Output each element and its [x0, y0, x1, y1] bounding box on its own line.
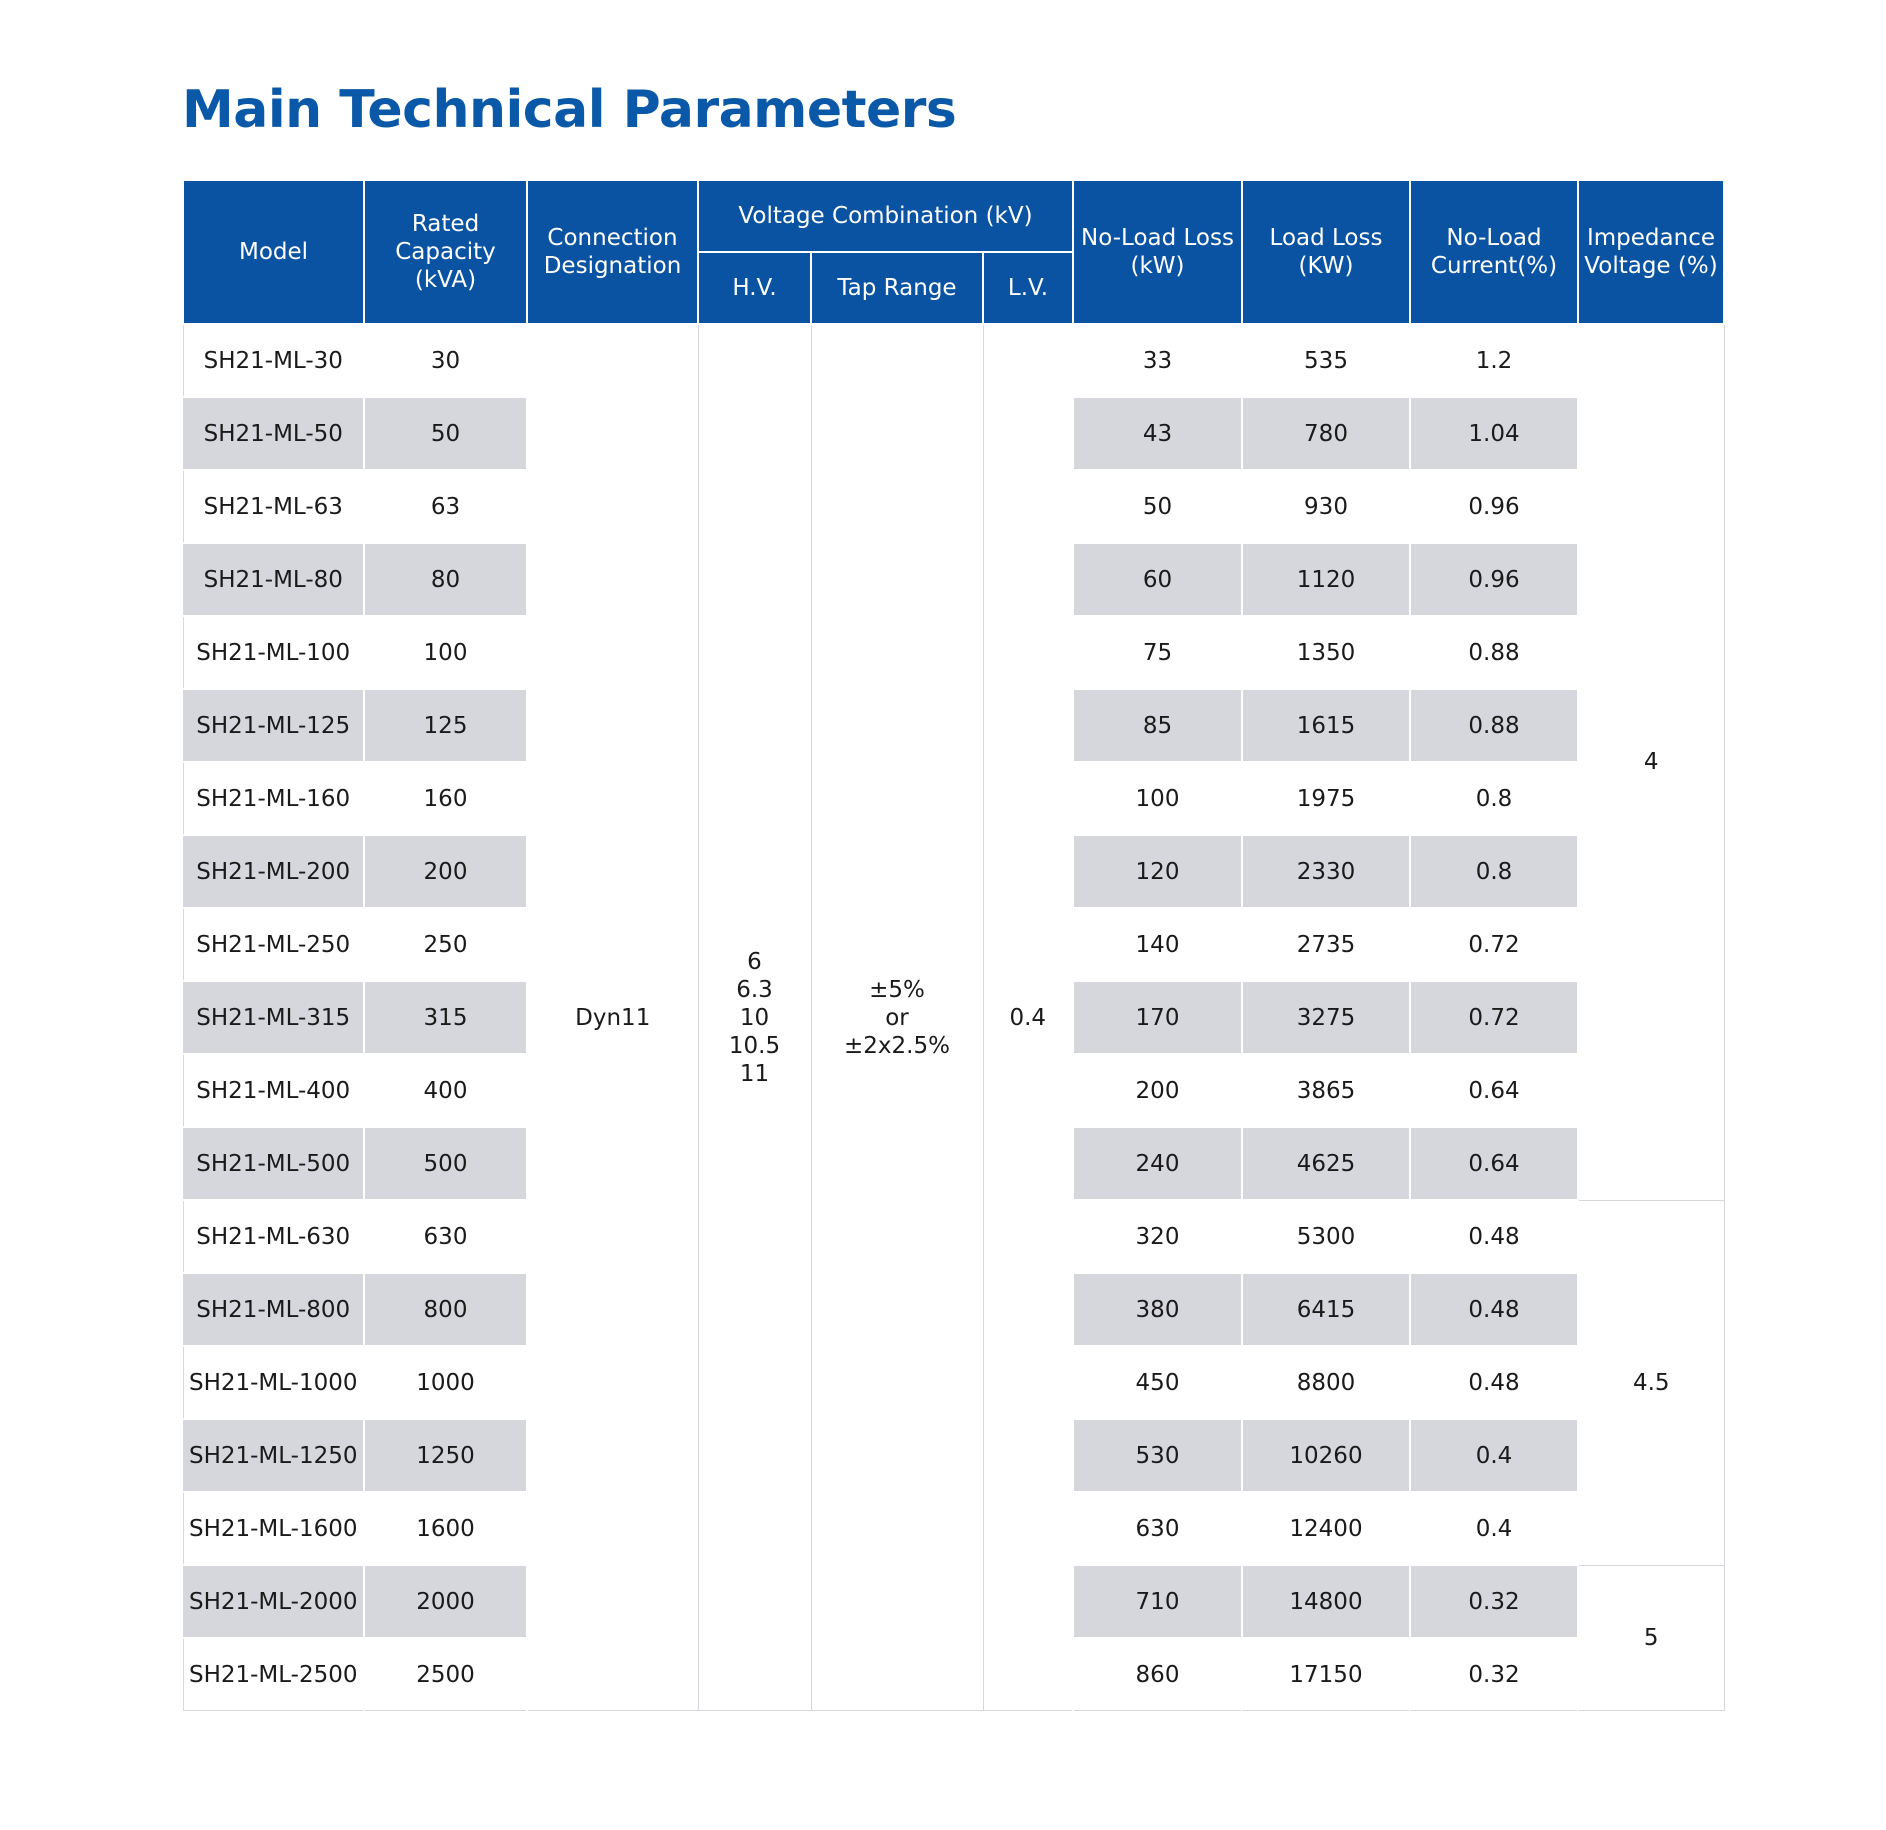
cell-load-loss: 535	[1242, 324, 1410, 397]
cell-no-load-current: 0.72	[1410, 981, 1578, 1054]
cell-no-load-current: 0.64	[1410, 1127, 1578, 1200]
cell-no-load-loss: 85	[1073, 689, 1242, 762]
cell-load-loss: 3275	[1242, 981, 1410, 1054]
cell-no-load-loss: 33	[1073, 324, 1242, 397]
cell-rated-capacity: 50	[364, 397, 527, 470]
cell-no-load-loss: 240	[1073, 1127, 1242, 1200]
cell-no-load-loss: 380	[1073, 1273, 1242, 1346]
cell-no-load-current: 1.2	[1410, 324, 1578, 397]
cell-no-load-current: 0.48	[1410, 1200, 1578, 1273]
cell-no-load-current: 0.8	[1410, 835, 1578, 908]
cell-no-load-current: 0.48	[1410, 1273, 1578, 1346]
cell-load-loss: 1120	[1242, 543, 1410, 616]
cell-no-load-current: 1.04	[1410, 397, 1578, 470]
cell-load-loss: 8800	[1242, 1346, 1410, 1419]
cell-load-loss: 6415	[1242, 1273, 1410, 1346]
cell-rated-capacity: 200	[364, 835, 527, 908]
cell-model: SH21-ML-1600	[183, 1492, 364, 1565]
cell-rated-capacity: 30	[364, 324, 527, 397]
cell-load-loss: 1615	[1242, 689, 1410, 762]
page-title: Main Technical Parameters	[182, 80, 957, 140]
cell-load-loss: 10260	[1242, 1419, 1410, 1492]
cell-rated-capacity: 400	[364, 1054, 527, 1127]
cell-model: SH21-ML-2000	[183, 1565, 364, 1638]
header-lv: L.V.	[983, 252, 1073, 324]
cell-no-load-loss: 120	[1073, 835, 1242, 908]
cell-load-loss: 5300	[1242, 1200, 1410, 1273]
cell-rated-capacity: 1600	[364, 1492, 527, 1565]
cell-load-loss: 14800	[1242, 1565, 1410, 1638]
cell-model: SH21-ML-315	[183, 981, 364, 1054]
cell-model: SH21-ML-160	[183, 762, 364, 835]
cell-rated-capacity: 1000	[364, 1346, 527, 1419]
cell-model: SH21-ML-400	[183, 1054, 364, 1127]
header-voltage-combination: Voltage Combination (kV)	[698, 180, 1073, 252]
cell-no-load-loss: 710	[1073, 1565, 1242, 1638]
cell-no-load-current: 0.8	[1410, 762, 1578, 835]
cell-no-load-loss: 170	[1073, 981, 1242, 1054]
cell-no-load-loss: 860	[1073, 1638, 1242, 1711]
cell-no-load-current: 0.32	[1410, 1638, 1578, 1711]
cell-no-load-loss: 140	[1073, 908, 1242, 981]
header-no-load-current: No-Load Current(%)	[1410, 180, 1578, 324]
cell-no-load-loss: 630	[1073, 1492, 1242, 1565]
table-header	[183, 180, 1724, 324]
cell-no-load-current: 0.32	[1410, 1565, 1578, 1638]
cell-model: SH21-ML-1250	[183, 1419, 364, 1492]
cell-model: SH21-ML-630	[183, 1200, 364, 1273]
cell-load-loss: 17150	[1242, 1638, 1410, 1711]
cell-rated-capacity: 100	[364, 616, 527, 689]
cell-model: SH21-ML-250	[183, 908, 364, 981]
cell-no-load-current: 0.64	[1410, 1054, 1578, 1127]
cell-model: SH21-ML-200	[183, 835, 364, 908]
cell-rated-capacity: 160	[364, 762, 527, 835]
cell-impedance-voltage: 4	[1578, 324, 1724, 1200]
cell-no-load-loss: 60	[1073, 543, 1242, 616]
cell-rated-capacity: 500	[364, 1127, 527, 1200]
cell-model: SH21-ML-1000	[183, 1346, 364, 1419]
header-rated-capacity: Rated Capacity (kVA)	[364, 180, 527, 324]
cell-model: SH21-ML-800	[183, 1273, 364, 1346]
cell-impedance-voltage: 4.5	[1578, 1200, 1724, 1565]
cell-rated-capacity: 250	[364, 908, 527, 981]
cell-model: SH21-ML-50	[183, 397, 364, 470]
cell-connection-designation: Dyn11	[527, 324, 698, 1711]
cell-no-load-current: 0.88	[1410, 689, 1578, 762]
cell-load-loss: 4625	[1242, 1127, 1410, 1200]
header-load-loss: Load Loss (KW)	[1242, 180, 1410, 324]
cell-load-loss: 930	[1242, 470, 1410, 543]
cell-model: SH21-ML-80	[183, 543, 364, 616]
cell-rated-capacity: 2500	[364, 1638, 527, 1711]
cell-load-loss: 2330	[1242, 835, 1410, 908]
cell-no-load-loss: 200	[1073, 1054, 1242, 1127]
cell-no-load-current: 0.88	[1410, 616, 1578, 689]
cell-model: SH21-ML-30	[183, 324, 364, 397]
cell-no-load-loss: 530	[1073, 1419, 1242, 1492]
cell-load-loss: 780	[1242, 397, 1410, 470]
cell-tap-range: ±5% or ±2x2.5%	[811, 324, 983, 1711]
cell-no-load-loss: 43	[1073, 397, 1242, 470]
cell-rated-capacity: 80	[364, 543, 527, 616]
table-body	[183, 324, 1724, 1711]
cell-rated-capacity: 63	[364, 470, 527, 543]
cell-rated-capacity: 2000	[364, 1565, 527, 1638]
header-hv: H.V.	[698, 252, 811, 324]
cell-impedance-voltage: 5	[1578, 1565, 1724, 1711]
cell-model: SH21-ML-500	[183, 1127, 364, 1200]
header-impedance-voltage: Impedance Voltage (%)	[1578, 180, 1724, 324]
cell-no-load-loss: 100	[1073, 762, 1242, 835]
cell-no-load-current: 0.72	[1410, 908, 1578, 981]
table-row	[183, 324, 1724, 397]
cell-model: SH21-ML-125	[183, 689, 364, 762]
cell-rated-capacity: 315	[364, 981, 527, 1054]
header-tap-range: Tap Range	[811, 252, 983, 324]
cell-rated-capacity: 125	[364, 689, 527, 762]
cell-no-load-current: 0.4	[1410, 1419, 1578, 1492]
cell-no-load-loss: 75	[1073, 616, 1242, 689]
cell-rated-capacity: 630	[364, 1200, 527, 1273]
cell-hv: 6 6.3 10 10.5 11	[698, 324, 811, 1711]
cell-load-loss: 12400	[1242, 1492, 1410, 1565]
technical-parameters-table	[182, 179, 1725, 1711]
cell-model: SH21-ML-2500	[183, 1638, 364, 1711]
cell-no-load-current: 0.96	[1410, 470, 1578, 543]
cell-no-load-loss: 50	[1073, 470, 1242, 543]
cell-no-load-current: 0.96	[1410, 543, 1578, 616]
header-connection-designation: Connection Designation	[527, 180, 698, 324]
cell-model: SH21-ML-100	[183, 616, 364, 689]
cell-rated-capacity: 1250	[364, 1419, 527, 1492]
cell-no-load-current: 0.48	[1410, 1346, 1578, 1419]
cell-load-loss: 1350	[1242, 616, 1410, 689]
cell-load-loss: 2735	[1242, 908, 1410, 981]
cell-no-load-loss: 450	[1073, 1346, 1242, 1419]
header-no-load-loss: No-Load Loss (kW)	[1073, 180, 1242, 324]
cell-load-loss: 1975	[1242, 762, 1410, 835]
cell-model: SH21-ML-63	[183, 470, 364, 543]
cell-no-load-loss: 320	[1073, 1200, 1242, 1273]
cell-load-loss: 3865	[1242, 1054, 1410, 1127]
cell-no-load-current: 0.4	[1410, 1492, 1578, 1565]
header-model: Model	[183, 180, 364, 324]
cell-rated-capacity: 800	[364, 1273, 527, 1346]
cell-lv: 0.4	[983, 324, 1073, 1711]
